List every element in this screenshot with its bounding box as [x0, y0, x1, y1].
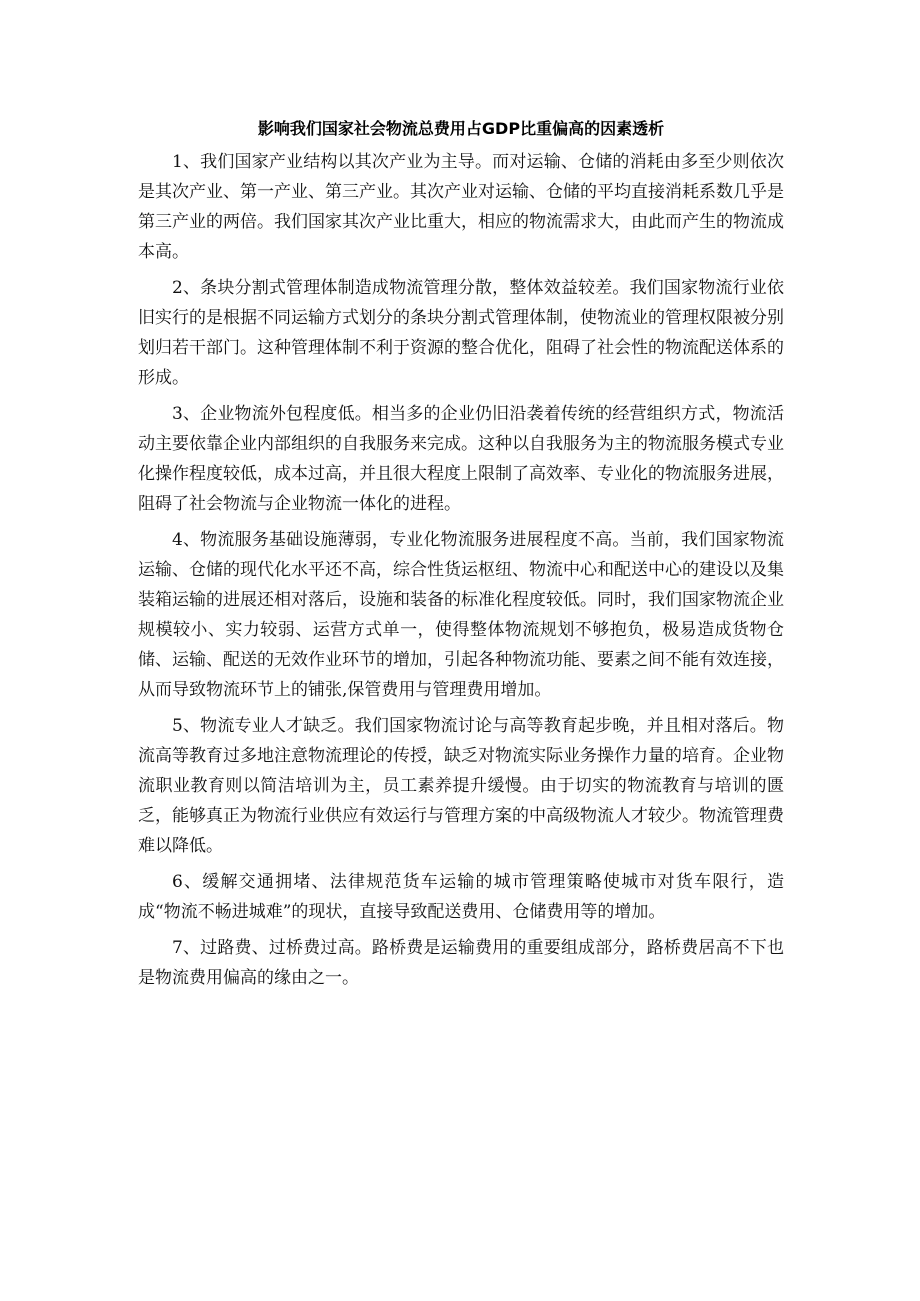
document-title: 影响我们国家社会物流总费用占GDP比重偏高的因素透析: [257, 119, 665, 138]
paragraph-6: 6、缓解交通拥堵、法律规范货车运输的城市管理策略使城市对货车限行，造成“物流不畅进城难”的现状，直接导致配送费用、仓储费用等的增加。: [138, 872, 784, 922]
paragraph-7: 7、过路费、过桥费过高。路桥费是运输费用的重要组成部分，路桥费居高不下也是物流费用偏高的缘由之一。: [138, 938, 784, 988]
paragraph-4: 4、物流服务基础设施薄弱，专业化物流服务进展程度不高。当前，我们国家物流运输、仓储的现代化水平还不高，综合性货运枢纽、物流中心和配送中心的建设以及集装箱运输的进展还相对落后，设施和装备的标准化程度较低。同时，我们国家物流企业规模较小、实力较弱、运营方式单一，使得整体物流规划不够抱负，极易造成货物仓储、运输、配送的无效作业环节的增加，引起各种物流功能、要素之间不能有效连接，从而导致物流环节上的铺张,保管费用与管理费用增加。: [138, 530, 784, 700]
paragraph-1: 1、我们国家产业结构以其次产业为主导。而对运输、仓储的消耗由多至少则依次是其次产业、第一产业、第三产业。其次产业对运输、仓储的平均直接消耗系数几乎是第三产业的两倍。我们国家其次产业比重大，相应的物流需求大，由此而产生的物流成本高。: [138, 152, 784, 262]
document-page: [138, 114, 784, 999]
paragraph-3: 3、企业物流外包程度低。相当多的企业仍旧沿袭着传统的经营组织方式，物流活动主要依靠企业内部组织的自我服务来完成。这种以自我服务为主的物流服务模式专业化操作程度较低，成本过高，并且很大程度上限制了高效率、专业化的物流服务进展，阻碍了社会物流与企业物流一体化的进程。: [138, 404, 784, 514]
paragraph-5: 5、物流专业人才缺乏。我们国家物流讨论与高等教育起步晚，并且相对落后。物流高等教育过多地注意物流理论的传授，缺乏对物流实际业务操作力量的培育。企业物流职业教育则以简洁培训为主，员工素养提升缓慢。由于切实的物流教育与培训的匮乏，能够真正为物流行业供应有效运行与管理方案的中高级物流人才较少。物流管理费难以降低。: [138, 716, 784, 856]
paragraph-2: 2、条块分割式管理体制造成物流管理分散，整体效益较差。我们国家物流行业依旧实行的是根据不同运输方式划分的条块分割式管理体制，使物流业的管理权限被分别划归若干部门。这种管理体制不利于资源的整合优化，阻碍了社会性的物流配送体系的形成。: [138, 278, 784, 388]
